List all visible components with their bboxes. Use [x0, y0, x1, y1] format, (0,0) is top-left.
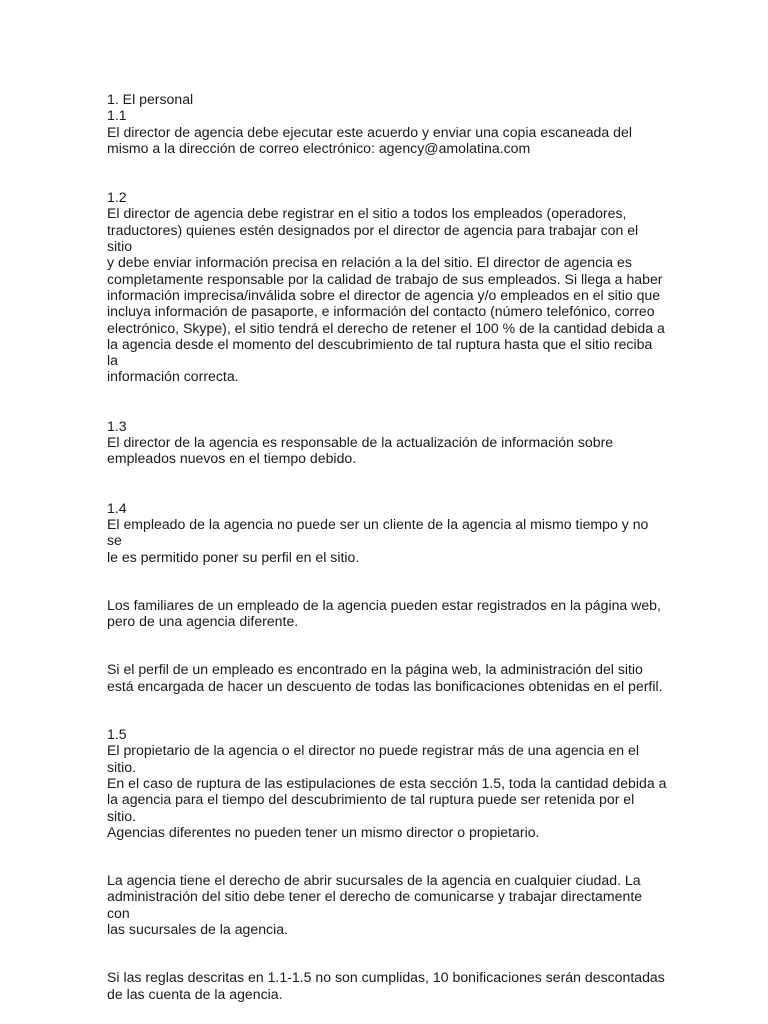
paragraph-perfil-empleado: Si el perfil de un empleado es encontrado en la página web, la administración del sitio está encargada de hacer un descuento de todas las bonificaciones obtenidas en el perfil.: [107, 661, 663, 694]
paragraph-spacer: [107, 156, 667, 189]
section-number-1-4: 1.4: [107, 499, 127, 516]
section-number-1-2: 1.2: [107, 189, 127, 206]
paragraph-spacer: [107, 840, 667, 872]
paragraph-spacer: [107, 385, 667, 418]
section-text-1-5: El propietario de la agencia o el director no puede registrar más de una agencia en el sitio. En el caso de ruptura de las estipulaciones de esta sección 1.5, toda la cantidad debida a la agencia para el tiempo del descubrimiento de tal ruptura puede ser retenida por el sitio. Agencias diferentes no pueden tener un mismo director o propietario.: [107, 742, 667, 840]
paragraph-spacer: [107, 937, 667, 969]
paragraph-reglas: Si las reglas descritas en 1.1-1.5 no son cumplidas, 10 bonificaciones serán descontadas de las cuenta de la agencia.: [107, 969, 665, 1002]
paragraph-sucursales: La agencia tiene el derecho de abrir sucursales de la agencia en cualquier ciudad. La administración del sitio debe tener el derecho de comunicarse y trabajar directamente con las sucursales de la agencia.: [107, 872, 643, 937]
section-heading: 1. El personal: [107, 91, 194, 107]
paragraph-familiares: Los familiares de un empleado de la agencia pueden estar registrados en la página web, pero de una agencia diferente.: [107, 596, 661, 630]
section-text-1-1: El director de agencia debe ejecutar este acuerdo y enviar una copia escaneada del mismo a la dirección de correo electrónico: agency@amolatina.com: [107, 123, 632, 156]
paragraph-spacer: [107, 629, 667, 661]
section-number-1-1: 1.1: [107, 107, 127, 124]
section-number-1-5: 1.5: [107, 726, 127, 743]
paragraph-spacer: [107, 694, 667, 726]
section-text-1-3: El director de la agencia es responsable de la actualización de información sobre empleados nuevos en el tiempo debido.: [107, 434, 614, 467]
section-text-1-4: El empleado de la agencia no puede ser un cliente de la agencia al mismo tiempo y no se le es permitido poner su perfil en el sitio.: [107, 515, 649, 565]
paragraph-spacer: [107, 565, 667, 597]
paragraph-spacer: [107, 467, 667, 500]
section-number-1-3: 1.3: [107, 417, 127, 434]
section-text-1-2: El director de agencia debe registrar en el sitio a todos los empleados (operadores, traductores) quienes estén designados por el director de agencia para trabajar con el sitio y debe enviar información precisa en relación a la del sitio. El director de agencia es completamente responsable por la calidad de trabajo de sus empleados. Si llega a haber información imprecisa/inválida sobre el director de agencia y/o empleados en el sitio que incluya información de pasaporte, e información del contacto (número telefónico, correo electrónico, Skype), el sitio tendrá el derecho de retener el 100 % de la cantidad debida a la agencia desde el momento del descubrimiento de tal ruptura hasta que el sitio reciba la información correcta.: [107, 205, 665, 385]
document-body: [107, 91, 667, 1002]
